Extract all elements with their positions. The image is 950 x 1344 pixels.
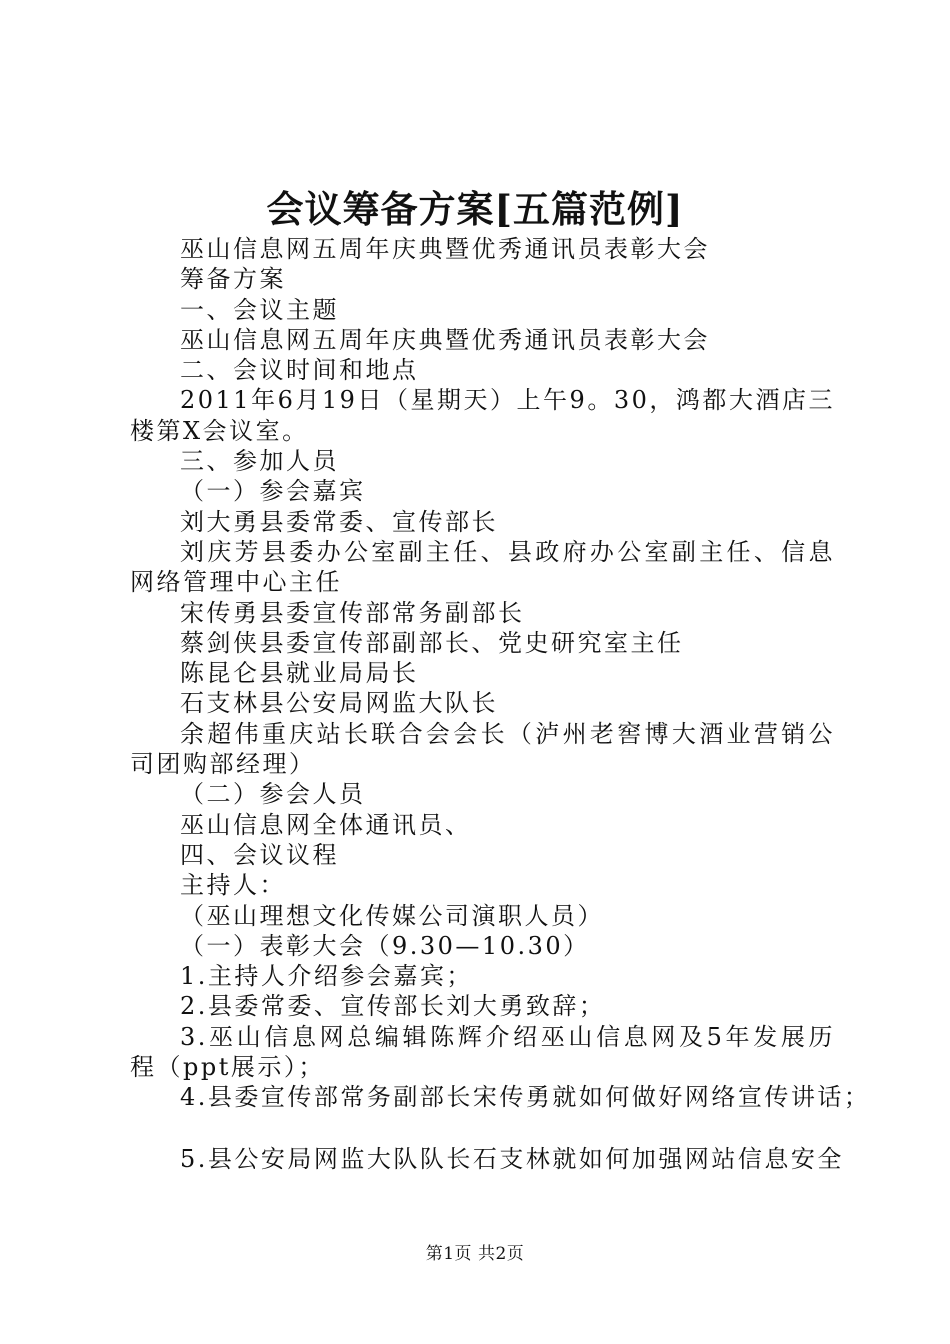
guest-item: 蔡剑侠县委宣传部副部长、党史研究室主任 xyxy=(180,628,684,657)
paragraph-theme: 巫山信息网五周年庆典暨优秀通讯员表彰大会 xyxy=(180,325,710,354)
subsection-heading-guests: （一）参会嘉宾 xyxy=(180,477,366,506)
agenda-item: 1.主持人介绍参会嘉宾； xyxy=(180,962,473,991)
agenda-item: 4.县委宣传部常务副部长宋传勇就如何做好网络宣传讲话； xyxy=(180,1083,871,1112)
guest-item: 陈昆仑县就业局局长 xyxy=(180,659,419,688)
guest-item: 余超伟重庆站长联合会会长（泸州老窖博大酒业营销公司团购部经理） xyxy=(130,719,835,779)
paragraph-heading-conference: 巫山信息网五周年庆典暨优秀通讯员表彰大会 xyxy=(180,235,710,263)
page-footer: 第1页 共2页 xyxy=(425,1244,525,1264)
agenda-item: 5.县公安局网监大队队长石支林就如何加强网站信息安全 xyxy=(180,1144,844,1173)
paragraph-host-label: 主持人： xyxy=(180,871,286,900)
guest-item: 宋传勇县委宣传部常务副部长 xyxy=(180,598,525,627)
guest-item: 刘庆芳县委办公室副主任、县政府办公室副主任、信息网络管理中心主任 xyxy=(130,537,835,597)
agenda-item: 2.县委常委、宣传部长刘大勇致辞； xyxy=(180,992,606,1021)
section-heading-time-place: 二、会议时间和地点 xyxy=(180,356,419,385)
guest-item: 刘大勇县委常委、宣传部长 xyxy=(180,507,498,536)
document-body xyxy=(130,234,871,1174)
subsection-heading-participants: （二）参会人员 xyxy=(180,780,366,809)
paragraph-time-place: 2011年6月19日（星期天）上午9。30，鸿都大酒店三楼第X会议室。 xyxy=(130,386,835,445)
paragraph-plan-label: 筹备方案 xyxy=(180,265,286,294)
paragraph-host: （巫山理想文化传媒公司演职人员） xyxy=(180,901,604,930)
section-heading-agenda: 四、会议议程 xyxy=(180,840,339,869)
section-heading-attendees: 三、参加人员 xyxy=(180,447,339,476)
agenda-item: 3.巫山信息网总编辑陈辉介绍巫山信息网及5年发展历程（ppt展示）； xyxy=(130,1022,835,1082)
participant-item: 巫山信息网全体通讯员、 xyxy=(180,810,472,839)
document-title: 会议筹备方案[五篇范例] xyxy=(266,187,684,231)
section-heading-theme: 一、会议主题 xyxy=(180,295,339,324)
subsection-heading-ceremony: （一）表彰大会（9.30—10.30） xyxy=(180,931,590,960)
guest-item: 石支林县公安局网监大队长 xyxy=(180,689,498,718)
